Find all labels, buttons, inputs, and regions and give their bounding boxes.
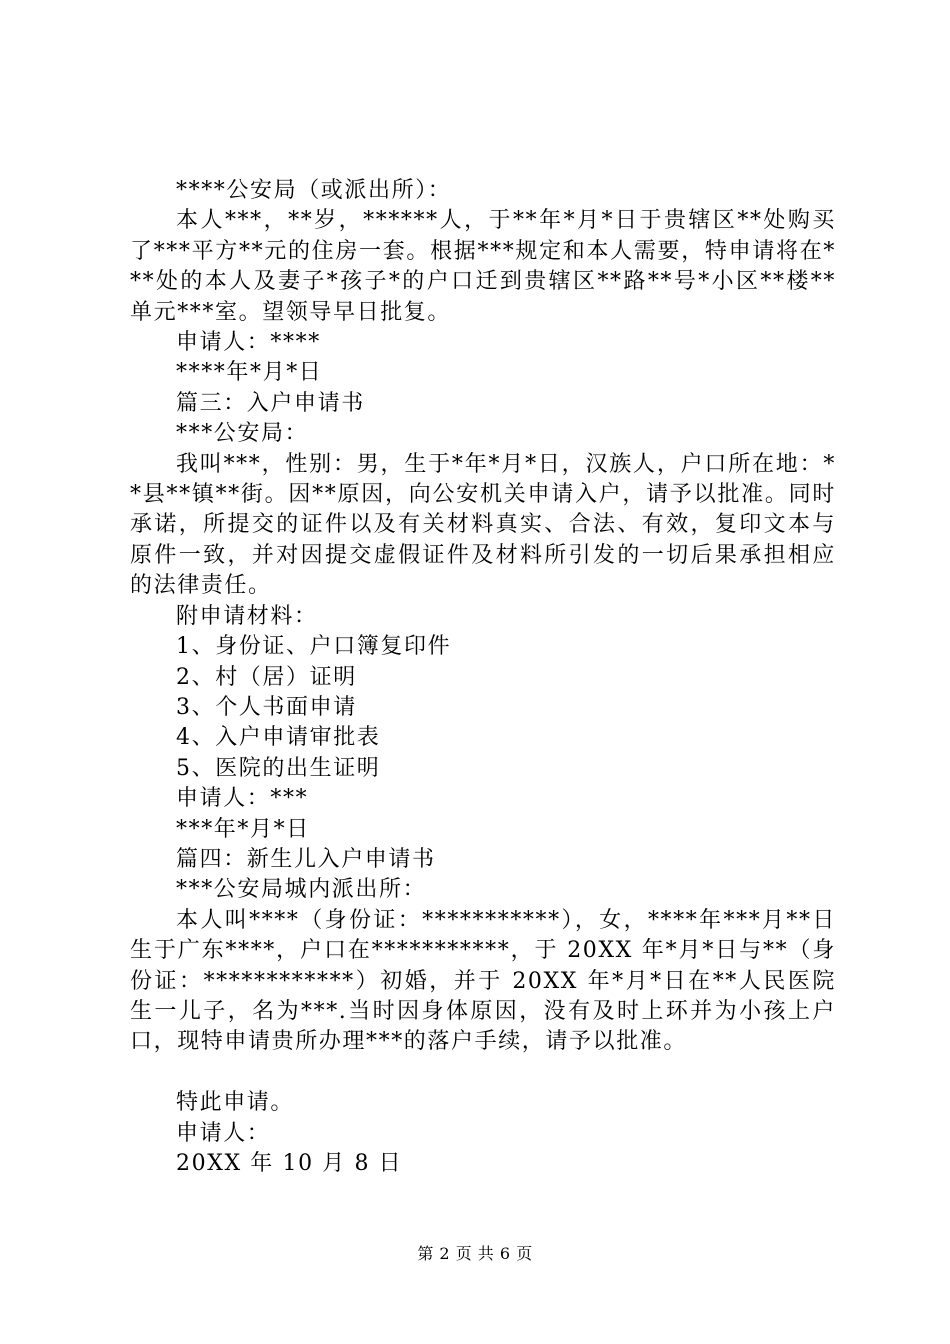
applicant-line-2: 申请人：*** [176,786,309,812]
applicant-line-3: 申请人： [176,1120,271,1146]
addressee-2: ***公安局： [176,421,309,447]
attachment-item-4: 4、入户申请审批表 [176,725,381,751]
body-paragraph-3: 本人叫****（身份证：***********），女，****年***月**日生于广东****，户口在***********，于 20XX 年*月*日与**（身份证：************）初婚，并于 20XX 年*月*日在**人民医院生一儿子，名为***.当时因身体原因，没有及时上环并为小孩上户口，现特申请贵所办理***的落户手续，请予以批准。 [130,907,836,1055]
date-line-3: 20XX 年 10 月 8 日 [176,1150,403,1176]
date-line-1: ****年*月*日 [176,360,323,386]
addressee-1: ****公安局（或派出所）： [176,178,452,203]
section-heading-3: 篇三：入户申请书 [176,390,365,416]
closing-remark: 特此申请。 [176,1090,295,1116]
attachment-item-5: 5、医院的出生证明 [176,755,381,781]
applicant-line-1: 申请人：**** [176,330,321,356]
attachment-item-3: 3、个人书面申请 [176,694,357,720]
attachment-item-2: 2、村（居）证明 [176,664,357,690]
attachments-heading: 附申请材料： [176,603,318,629]
body-paragraph-1: 本人***，**岁，******人，于**年*月*日于贵辖区**处购买了***平方**元的住房一套。根据***规定和本人需要，特申请将在***处的本人及妻子*孩子*的户口迁到贵辖区**路**号*小区**楼**单元***室。望领导早日批复。 [130,208,836,325]
attachment-item-1: 1、身份证、户口簿复印件 [176,634,452,660]
date-line-2: ***年*月*日 [176,816,310,842]
page-footer [0,1244,950,1264]
addressee-3: ***公安局城内派出所： [176,877,427,903]
blank-line [130,1058,836,1088]
page-number: 第 2 页 共 6 页 [417,1244,533,1263]
body-paragraph-2: 我叫***，性别：男，生于*年*月*日，汉族人，户口所在地：**县**镇**街。因**原因，向公安机关申请入户，请予以批准。同时承诺，所提交的证件以及有关材料真实、合法、有效，复印文本与原件一致，并对因提交虚假证件及材料所引发的一切后果承担相应的法律责任。 [130,451,836,599]
section-heading-4: 篇四：新生儿入户申请书 [176,846,436,872]
document-body [130,176,836,1179]
